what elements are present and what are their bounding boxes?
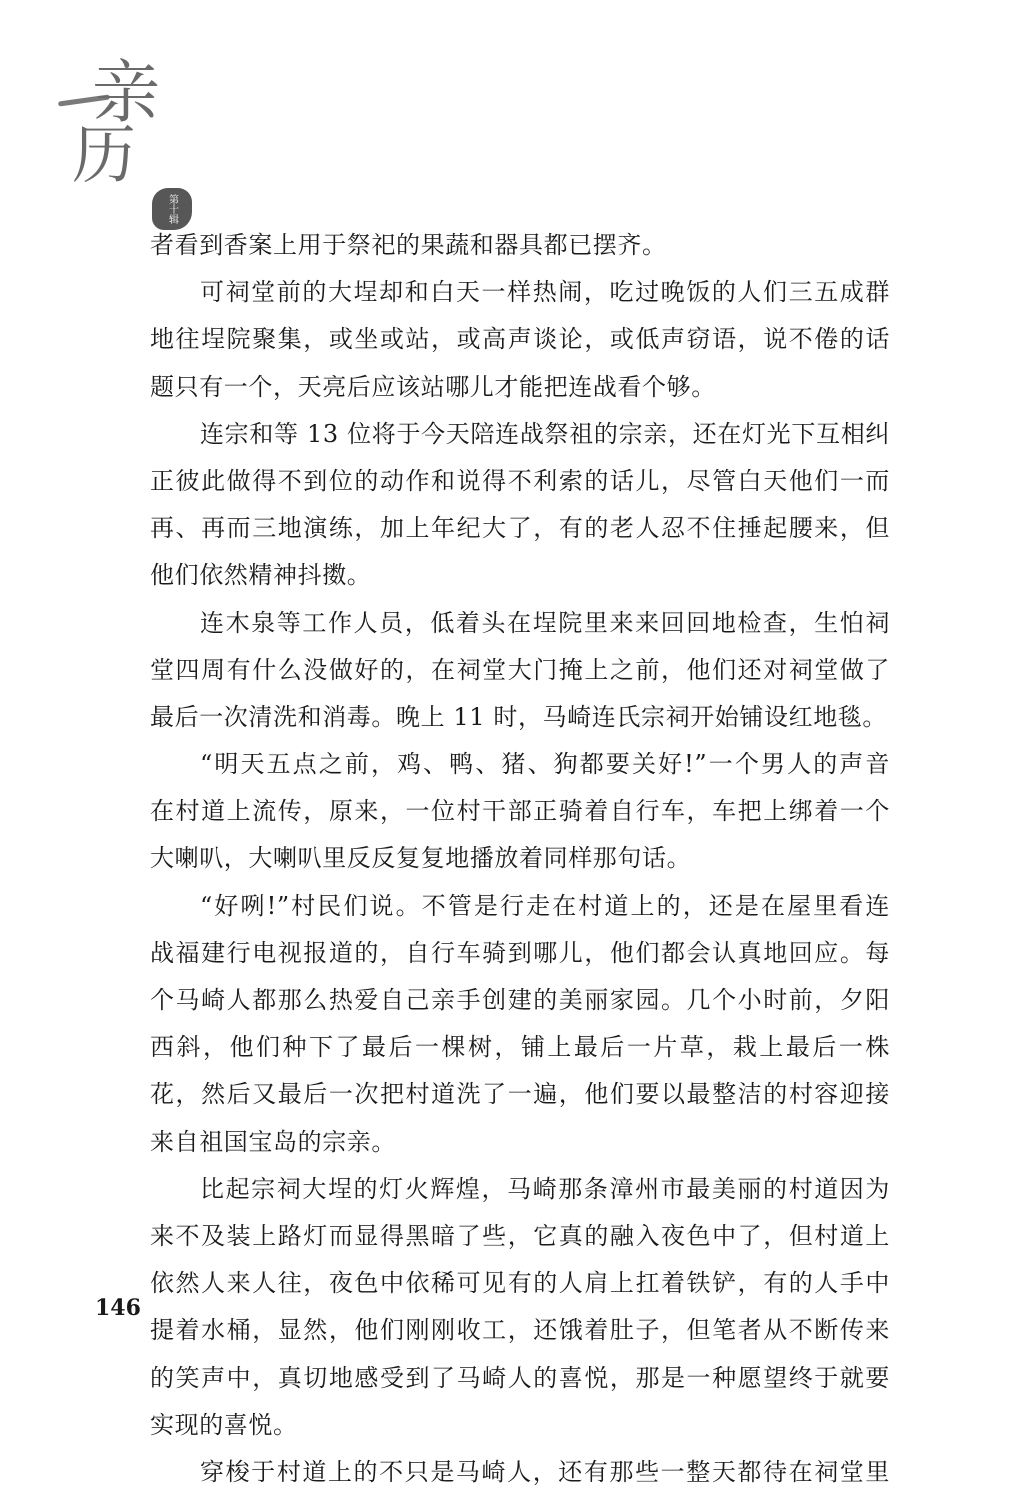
text-line: 题只有一个，天亮后应该站哪儿才能把连战看个够。 bbox=[150, 372, 716, 401]
text-line: 地往埕院聚集，或坐或站，或高声谈论，或低声窃语，说不倦的话 bbox=[150, 325, 890, 354]
text-line: 堂四周有什么没做好的，在祠堂大门掩上之前，他们还对祠堂做了 bbox=[150, 655, 890, 684]
text-line: 连木泉等工作人员，低着头在埕院里来来回回地检查，生怕祠 bbox=[200, 608, 890, 637]
body-text bbox=[150, 222, 890, 1496]
text-line: 可祠堂前的大埕却和白天一样热闹，吃过晚饭的人们三五成群 bbox=[200, 278, 890, 307]
text-line: “好咧!”村民们说。不管是行走在村道上的，还是在屋里看连 bbox=[200, 891, 890, 920]
text-line: 穿梭于村道上的不只是马崎人，还有那些一整天都待在祠堂里 bbox=[200, 1457, 890, 1486]
text-line: 比起宗祠大埕的灯火辉煌，马崎那条漳州市最美丽的村道因为 bbox=[200, 1174, 890, 1203]
text-line: 连宗和等 13 位将于今天陪连战祭祖的宗亲，还在灯光下互相纠 bbox=[200, 419, 890, 448]
series-logo bbox=[52, 54, 192, 224]
text-line: 依然人来人往，夜色中依稀可见有的人肩上扛着铁铲，有的人手中 bbox=[150, 1269, 890, 1298]
text-line: 西斜，他们种下了最后一棵树，铺上最后一片草，栽上最后一株 bbox=[150, 1033, 890, 1062]
logo-char-li: 历 bbox=[72, 119, 136, 193]
text-line: 再、再而三地演练，加上年纪大了，有的老人忍不住捶起腰来，但 bbox=[150, 514, 890, 543]
text-line: 实现的喜悦。 bbox=[150, 1410, 298, 1439]
logo-char-qin: 亲 bbox=[92, 54, 161, 133]
text-line: “明天五点之前，鸡、鸭、猪、狗都要关好!”一个男人的声音 bbox=[200, 750, 890, 779]
text-line: 最后一次清洗和消毒。晚上 11 时，马崎连氏宗祠开始铺设红地毯。 bbox=[150, 702, 887, 731]
text-line: 花，然后又最后一次把村道洗了一遍，他们要以最整洁的村容迎接 bbox=[150, 1080, 890, 1109]
text-line: 提着水桶，显然，他们刚刚收工，还饿着肚子，但笔者从不断传来 bbox=[150, 1316, 890, 1345]
text-line: 在村道上流传，原来，一位村干部正骑着自行车，车把上绑着一个 bbox=[150, 797, 890, 826]
series-seal: 第十辑 bbox=[152, 188, 192, 230]
text-line: 正彼此做得不到位的动作和说得不利索的话儿，尽管白天他们一而 bbox=[150, 466, 890, 495]
text-line: 来不及装上路灯而显得黑暗了些，它真的融入夜色中了，但村道上 bbox=[150, 1221, 890, 1250]
text-line: 者看到香案上用于祭祀的果蔬和器具都已摆齐。 bbox=[150, 231, 667, 259]
text-line: 的笑声中，真切地感受到了马崎人的喜悦，那是一种愿望终于就要 bbox=[150, 1363, 890, 1392]
text-line: 个马崎人都那么热爱自己亲手创建的美丽家园。几个小时前，夕阳 bbox=[150, 986, 890, 1014]
text-line: 来自祖国宝岛的宗亲。 bbox=[150, 1127, 396, 1156]
text-line: 大喇叭，大喇叭里反反复复地播放着同样那句话。 bbox=[150, 844, 692, 873]
page-number: 146 bbox=[95, 1295, 141, 1321]
text-line: 他们依然精神抖擞。 bbox=[150, 561, 372, 590]
text-line: 战福建行电视报道的，自行车骑到哪儿，他们都会认真地回应。每 bbox=[150, 938, 890, 967]
